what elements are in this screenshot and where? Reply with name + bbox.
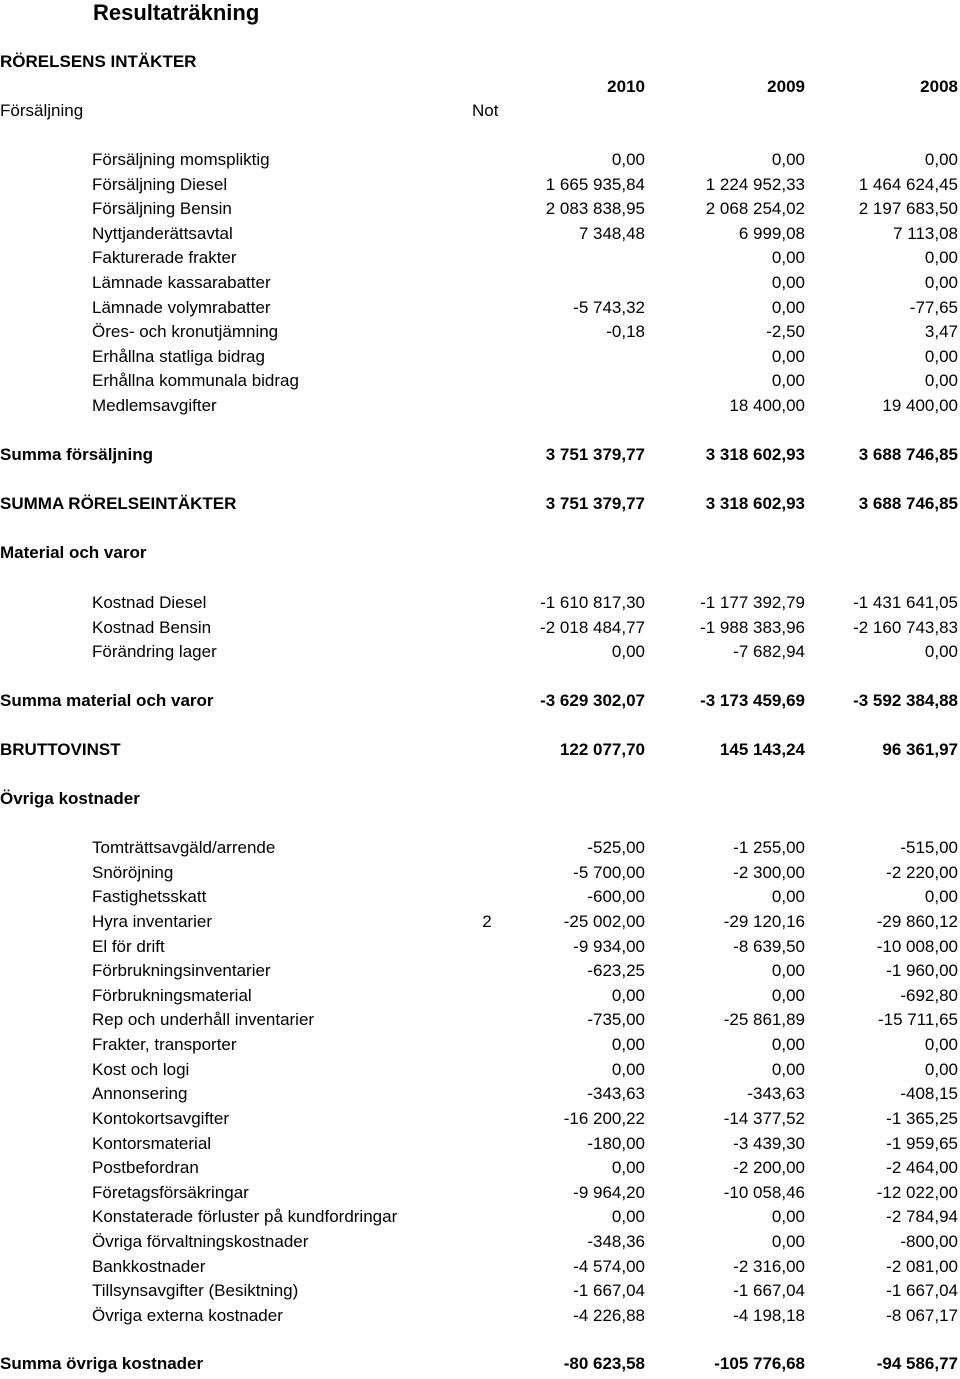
line-item-value-2010: -180,00 [587, 1133, 645, 1153]
summary-value-2010: -80 623,58 [563, 1354, 645, 1373]
summary-gross-profit [0, 738, 960, 763]
line-item-value-2010: 1 665 935,84 [545, 174, 645, 194]
line-item-value-2010: -5 743,32 [573, 297, 645, 317]
line-item-value-2009: -7 682,94 [733, 642, 805, 662]
other-cost-line-item [0, 1279, 960, 1304]
line-item-value-2009: -2 200,00 [733, 1158, 805, 1178]
other-cost-line-item [0, 885, 960, 910]
line-item-label: Försäljning Diesel [92, 174, 228, 194]
line-item-value-2010: -525,00 [587, 838, 645, 857]
line-item-value-2008: 0,00 [924, 273, 958, 292]
section-header-other-costs [0, 787, 960, 812]
line-item-value-2009: -343,63 [747, 1084, 805, 1104]
line-item-value-2009: -2 300,00 [733, 862, 805, 882]
line-item-value-2008: -515,00 [900, 838, 958, 857]
other-cost-line-item [0, 984, 960, 1009]
line-item-value-2009: 0,00 [771, 887, 805, 907]
section-header-operating-income [0, 50, 960, 75]
other-cost-line-item [0, 1255, 960, 1280]
line-item-value-2010: -4 226,88 [573, 1305, 645, 1325]
line-item-label: Erhållna kommunala bidrag [92, 371, 299, 391]
line-item-label: Kontorsmaterial [92, 1133, 212, 1153]
line-item-label: Fastighetsskatt [92, 887, 207, 907]
line-item-label: Rep och underhåll inventarier [92, 1010, 315, 1030]
line-item-label: Medlemsavgifter [92, 396, 217, 415]
line-item-value-2009: 0,00 [771, 1059, 805, 1079]
line-item-value-2009: -1 988 383,96 [700, 617, 805, 637]
summary-sales [0, 443, 960, 468]
line-item-value-2008: -15 711,65 [877, 1010, 958, 1030]
line-item-value-2008: -29 860,12 [876, 911, 958, 931]
sales-line-item [0, 320, 960, 345]
line-item-value-2008: 0,00 [924, 371, 958, 391]
line-item-value-2008: 0,00 [924, 1035, 958, 1055]
summary-value-2008: 3 688 746,85 [858, 445, 958, 464]
line-item-label: Företagsförsäkringar [92, 1182, 249, 1202]
line-item-value-2010: 0,00 [611, 1059, 645, 1079]
line-item-value-2008: -77,65 [909, 297, 958, 317]
line-item-label: Tomträttsavgäld/arrende [92, 838, 276, 857]
line-item-value-2008: -10 008,00 [876, 936, 958, 956]
line-item-value-2010: 0,00 [611, 985, 645, 1005]
line-item-value-2009: 0,00 [771, 961, 805, 981]
materials-line-item [0, 640, 960, 665]
line-item-value-2008: -1 431 641,05 [853, 593, 958, 612]
line-item-value-2009: 0,00 [771, 273, 805, 292]
line-item-label: Snöröjning [92, 862, 174, 882]
line-item-value-2009: -3 439,30 [733, 1133, 805, 1153]
line-item-label: Kontokortsavgifter [92, 1108, 230, 1128]
section-label: Material och varor [0, 543, 147, 562]
line-item-value-2010: 0,00 [611, 1035, 645, 1055]
summary-value-2008: 96 361,97 [882, 740, 958, 759]
sales-line-item [0, 173, 960, 198]
line-item-value-2009: 0,00 [771, 1207, 805, 1227]
sales-line-item [0, 246, 960, 271]
sales-line-item [0, 369, 960, 394]
line-item-value-2010: -1 610 817,30 [540, 593, 645, 612]
sales-line-item [0, 296, 960, 321]
line-item-value-2009: 0,00 [771, 1035, 805, 1055]
other-cost-line-item [0, 910, 960, 935]
line-item-value-2008: -408,15 [900, 1084, 958, 1104]
line-item-value-2010: 0,00 [611, 150, 645, 169]
other-cost-line-item [0, 935, 960, 960]
note-header: Not [472, 101, 499, 120]
summary-materials [0, 689, 960, 714]
line-item-value-2009: 0,00 [771, 371, 805, 391]
section-label: Övriga kostnader [0, 789, 140, 808]
page-title: Resultaträkning [93, 0, 260, 25]
line-item-value-2009: 0,00 [771, 346, 805, 366]
line-item-value-2009: -4 198,18 [733, 1305, 805, 1325]
line-item-value-2010: -16 200,22 [563, 1108, 645, 1128]
line-item-value-2008: 7 113,08 [893, 223, 958, 243]
summary-label: Summa material och varor [0, 691, 214, 710]
line-item-value-2009: -29 120,16 [723, 911, 805, 931]
line-item-value-2008: -692,80 [900, 985, 958, 1005]
line-item-value-2008: 2 197 683,50 [858, 199, 958, 219]
year-header-row [0, 75, 960, 100]
line-item-value-2008: -2 220,00 [886, 862, 958, 882]
line-item-label: Försäljning momspliktig [92, 150, 270, 169]
line-item-value-2008: 0,00 [924, 346, 958, 366]
other-cost-line-item [0, 959, 960, 984]
line-item-value-2008: -8 067,17 [886, 1305, 958, 1325]
group-header-sales [0, 99, 960, 124]
section-header-materials [0, 541, 960, 566]
summary-value-2010: -3 629 302,07 [540, 691, 645, 710]
line-item-label: Övriga externa kostnader [92, 1305, 283, 1325]
line-item-value-2010: -1 667,04 [573, 1281, 645, 1301]
other-cost-line-item [0, 1058, 960, 1083]
line-item-value-2009: -25 861,89 [723, 1010, 805, 1030]
line-item-value-2008: 0,00 [924, 642, 958, 662]
summary-label: BRUTTOVINST [0, 740, 121, 759]
line-item-note: 2 [482, 911, 492, 931]
line-item-value-2008: 0,00 [924, 887, 958, 907]
line-item-label: Kostnad Bensin [92, 617, 212, 637]
other-cost-line-item [0, 1033, 960, 1058]
summary-label: SUMMA RÖRELSEINTÄKTER [0, 494, 237, 513]
line-item-value-2010: -9 964,20 [573, 1182, 645, 1202]
line-item-value-2010: -343,63 [587, 1084, 645, 1104]
line-item-value-2009: 0,00 [771, 150, 805, 169]
line-item-value-2009: -1 255,00 [733, 838, 805, 857]
line-item-value-2009: 1 224 952,33 [705, 174, 805, 194]
line-item-value-2008: 3,47 [924, 322, 958, 342]
line-item-label: Förändring lager [92, 642, 217, 662]
sales-line-item [0, 271, 960, 296]
line-item-value-2010: 0,00 [611, 1207, 645, 1227]
year-2010: 2010 [607, 77, 645, 96]
line-item-value-2008: 0,00 [924, 1059, 958, 1079]
line-item-value-2010: 2 083 838,95 [545, 199, 645, 219]
summary-other-costs [0, 1352, 960, 1377]
line-item-value-2008: -1 960,00 [886, 961, 958, 981]
other-cost-line-item [0, 1082, 960, 1107]
line-item-label: Förbrukningsinventarier [92, 961, 271, 981]
line-item-label: El för drift [92, 936, 165, 956]
line-item-label: Försäljning Bensin [92, 199, 232, 219]
line-item-value-2010: -600,00 [587, 887, 645, 907]
line-item-value-2008: 1 464 624,45 [858, 174, 958, 194]
line-item-value-2009: 2 068 254,02 [705, 199, 805, 219]
line-item-label: Konstaterade förluster på kundfordringar [92, 1207, 398, 1227]
line-item-value-2009: 0,00 [771, 248, 805, 268]
line-item-label: Lämnade volymrabatter [92, 297, 271, 317]
summary-value-2009: -3 173 459,69 [700, 691, 805, 710]
line-item-label: Förbrukningsmaterial [92, 985, 252, 1005]
line-item-value-2010: -348,36 [587, 1232, 645, 1252]
line-item-label: Annonsering [92, 1084, 188, 1104]
line-item-value-2008: 19 400,00 [882, 396, 958, 415]
line-item-value-2009: -1 177 392,79 [700, 593, 805, 612]
other-cost-line-item [0, 1230, 960, 1255]
other-cost-line-item [0, 861, 960, 886]
other-cost-line-item [0, 1205, 960, 1230]
line-item-value-2009: 0,00 [771, 985, 805, 1005]
line-item-value-2008: -1 667,04 [886, 1281, 958, 1301]
materials-line-item [0, 591, 960, 616]
summary-value-2009: 3 318 602,93 [705, 494, 805, 513]
other-cost-line-item [0, 1132, 960, 1157]
line-item-value-2008: -2 464,00 [886, 1158, 958, 1178]
other-cost-line-item [0, 1156, 960, 1181]
line-item-value-2008: 0,00 [924, 150, 958, 169]
line-item-label: Fakturerade frakter [92, 248, 237, 268]
line-item-value-2009: -1 667,04 [733, 1281, 805, 1301]
other-cost-line-item [0, 1008, 960, 1033]
line-item-value-2010: 0,00 [611, 1158, 645, 1178]
line-item-label: Erhållna statliga bidrag [92, 346, 265, 366]
line-item-value-2009: 6 999,08 [738, 223, 805, 243]
sales-line-item [0, 197, 960, 222]
summary-label: Summa övriga kostnader [0, 1354, 204, 1373]
summary-value-2010: 122 077,70 [559, 740, 645, 759]
line-item-value-2009: -2,50 [766, 322, 805, 342]
line-item-label: Kost och logi [92, 1059, 190, 1079]
other-cost-line-item [0, 836, 960, 861]
line-item-value-2008: -2 160 743,83 [853, 617, 958, 637]
other-cost-line-item [0, 1304, 960, 1329]
section-label: RÖRELSENS INTÄKTER [0, 52, 197, 71]
line-item-value-2010: -623,25 [587, 961, 645, 981]
line-item-value-2010: 0,00 [611, 642, 645, 662]
line-item-value-2009: 18 400,00 [729, 396, 805, 415]
year-2009: 2009 [767, 77, 805, 96]
summary-label: Summa försäljning [0, 445, 154, 464]
summary-value-2009: 145 143,24 [719, 740, 805, 759]
line-item-label: Tillsynsavgifter (Besiktning) [92, 1281, 299, 1301]
line-item-label: Övriga förvaltningskostnader [92, 1232, 309, 1252]
line-item-label: Postbefordran [92, 1158, 199, 1178]
line-item-value-2009: -8 639,50 [733, 936, 805, 956]
summary-value-2009: 3 318 602,93 [705, 445, 805, 464]
materials-line-item [0, 616, 960, 641]
summary-value-2008: 3 688 746,85 [858, 494, 958, 513]
year-2008: 2008 [920, 77, 958, 96]
line-item-value-2010: -25 002,00 [563, 911, 645, 931]
line-item-value-2008: -12 022,00 [876, 1182, 958, 1202]
line-item-value-2009: 0,00 [771, 1232, 805, 1252]
line-item-value-2009: -10 058,46 [723, 1182, 805, 1202]
group-label: Försäljning [0, 101, 84, 120]
line-item-value-2008: 0,00 [924, 248, 958, 268]
line-item-value-2009: 0,00 [771, 297, 805, 317]
summary-value-2010: 3 751 379,77 [545, 445, 645, 464]
line-item-label: Öres- och kronutjämning [92, 322, 279, 342]
other-cost-line-item [0, 1107, 960, 1132]
sales-line-item [0, 394, 960, 419]
line-item-value-2009: -14 377,52 [723, 1108, 805, 1128]
line-item-label: Hyra inventarier [92, 911, 212, 931]
sales-line-item [0, 345, 960, 370]
summary-value-2010: 3 751 379,77 [545, 494, 645, 513]
line-item-label: Nyttjanderättsavtal [92, 223, 233, 243]
line-item-value-2010: 7 348,48 [578, 223, 645, 243]
line-item-value-2010: -0,18 [606, 322, 645, 342]
line-item-label: Lämnade kassarabatter [92, 273, 271, 292]
summary-value-2008: -94 586,77 [876, 1354, 958, 1373]
sales-line-item [0, 148, 960, 173]
line-item-value-2008: -1 365,25 [886, 1108, 958, 1128]
line-item-label: Kostnad Diesel [92, 593, 207, 612]
summary-value-2009: -105 776,68 [714, 1354, 805, 1373]
line-item-value-2008: -1 959,65 [886, 1133, 958, 1153]
line-item-label: Bankkostnader [92, 1256, 206, 1276]
line-item-value-2009: -2 316,00 [733, 1256, 805, 1276]
line-item-value-2010: -5 700,00 [573, 862, 645, 882]
other-cost-line-item [0, 1181, 960, 1206]
line-item-value-2010: -9 934,00 [573, 936, 645, 956]
line-item-label: Frakter, transporter [92, 1035, 237, 1055]
summary-value-2008: -3 592 384,88 [853, 691, 958, 710]
line-item-value-2008: -2 784,94 [886, 1207, 958, 1227]
sales-line-item [0, 222, 960, 247]
line-item-value-2008: -2 081,00 [886, 1256, 958, 1276]
line-item-value-2008: -800,00 [900, 1232, 958, 1252]
summary-operating-income [0, 492, 960, 517]
line-item-value-2010: -4 574,00 [573, 1256, 645, 1276]
line-item-value-2010: -2 018 484,77 [540, 617, 645, 637]
line-item-value-2010: -735,00 [587, 1010, 645, 1030]
